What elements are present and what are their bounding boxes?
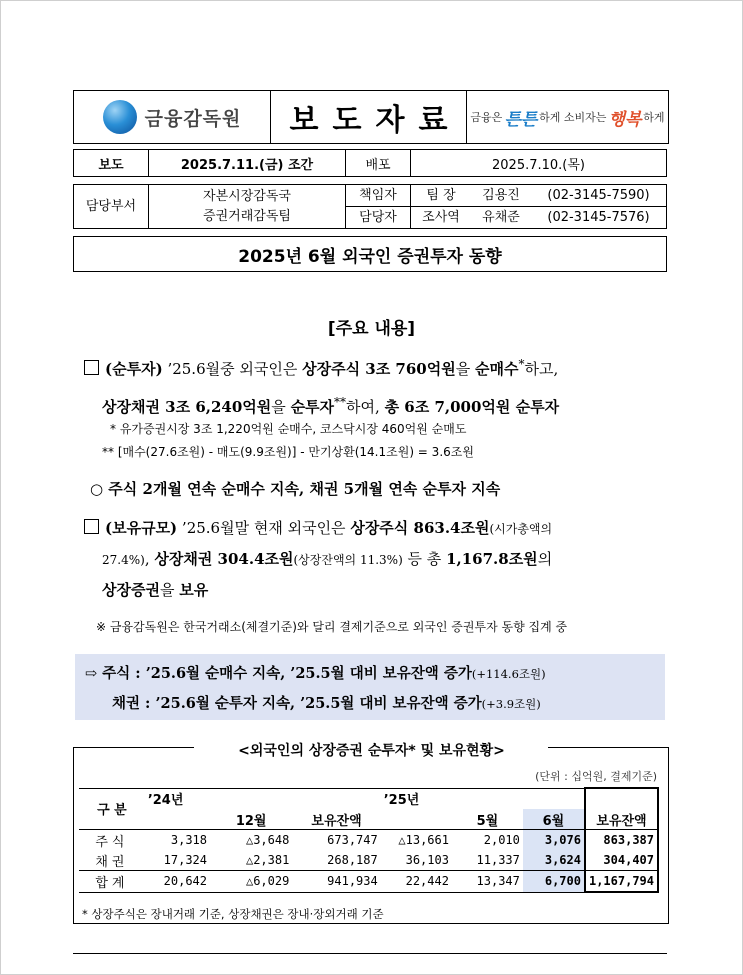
investment-table <box>79 787 659 893</box>
p2-bold: 상장채권 304.4조원 <box>154 550 294 568</box>
cell-dec: △3,648 <box>245 833 290 847</box>
cell-balance-1: 268,187 <box>327 853 378 867</box>
table-title: <외국인의 상장증권 순투자* 및 보유현황> <box>238 743 505 759</box>
cell-balance-1: 673,747 <box>327 833 378 847</box>
p2-text: ’25.6월말 현재 외국인은 <box>177 519 351 537</box>
cell-2025: △13,661 <box>398 833 449 847</box>
slogan-part-1: 금융은 <box>470 111 503 124</box>
staff-phone: (02-3145-7576) <box>531 207 667 229</box>
highlight-small: (+3.9조원) <box>481 697 541 711</box>
col-spacer <box>585 788 658 809</box>
cell-2025: 22,442 <box>405 874 449 889</box>
cell-jun: 3,624 <box>523 850 585 871</box>
cell-jun: 3,076 <box>523 830 585 851</box>
col-header-balance-2: 보유잔액 <box>585 809 658 830</box>
table-row-total <box>79 871 658 893</box>
col-spacer <box>523 788 585 809</box>
summary-line: ○ 주식 2개월 연속 순매수 지속, 채권 5개월 연속 순투자 지속 <box>90 480 501 498</box>
row-label: 주식 <box>95 834 129 850</box>
cell-balance-2: 1,167,794 <box>585 871 658 893</box>
slogan <box>467 91 668 143</box>
col-header-2025: ’25년 <box>383 793 420 809</box>
col-spacer <box>210 788 292 809</box>
distribute-label: 배포 <box>346 150 411 177</box>
p2-small: 27.4%) <box>102 553 145 567</box>
headline: 2025년 6월 외국인 증권투자 동향 <box>73 236 667 272</box>
row-label: 채권 <box>95 854 129 870</box>
resp-phone: (02-3145-7590) <box>531 185 667 207</box>
row-label: 합계 <box>95 875 129 891</box>
cell-dec: △6,029 <box>245 874 290 889</box>
p2-small: (시가총액의 <box>489 522 553 536</box>
col-header-may: 5월 <box>476 813 499 829</box>
contact-table <box>73 184 667 229</box>
dept-label: 담당부서 <box>74 185 149 229</box>
p1-text: 을 <box>455 360 475 378</box>
resp-title: 팀 장 <box>411 185 472 207</box>
table-unit: (단위 : 십억원, 결제기준) <box>535 770 657 783</box>
table-row <box>79 850 658 871</box>
cell-dec: △2,381 <box>245 853 290 867</box>
table-footnote: * 상장주식은 장내거래 기준, 상장채권은 장내·장외거래 기준 <box>82 907 384 921</box>
fss-logo <box>74 91 271 143</box>
p1-text: 하고, <box>524 360 559 378</box>
p2-bold: 보유 <box>179 581 209 599</box>
col-header-2024: ’24년 <box>147 793 184 809</box>
p1-bold: 총 6조 7,000억원 순투자 <box>384 398 560 416</box>
cell-may: 11,337 <box>476 853 520 867</box>
p2-text: 의 <box>537 550 553 568</box>
holdings-paragraph <box>84 513 664 605</box>
cell-may: 13,347 <box>476 874 520 889</box>
dept-line-1: 자본시장감독국 <box>203 188 291 204</box>
cell-balance-2: 304,407 <box>585 850 658 871</box>
col-spacer <box>292 788 380 809</box>
checkbox-bullet-icon <box>84 519 99 534</box>
highlight-text: ’25.6월 순매수 지속, ’25.5월 대비 보유잔액 증가 <box>145 665 472 682</box>
p2-tag: (보유규모) <box>105 519 178 537</box>
slogan-part-2: 하게 소비자는 <box>539 111 607 124</box>
release-value: 2025.7.11.(금) 조간 <box>149 150 346 177</box>
bottom-rule <box>73 953 667 954</box>
col-spacer <box>452 788 523 809</box>
distribute-value: 2025.7.10.(목) <box>411 150 667 177</box>
logo-text: 금융감독원 <box>144 107 242 130</box>
press-header <box>73 90 669 144</box>
table-row <box>79 830 658 851</box>
p1-tag: (순투자) <box>105 360 163 378</box>
highlight-line-bonds <box>112 692 541 713</box>
net-investment-paragraph <box>84 348 664 424</box>
col-header-jun: 6월 <box>523 809 585 830</box>
highlight-line-stocks <box>85 662 546 683</box>
fss-logo-icon <box>103 100 137 134</box>
highlight-label: 채권 : <box>112 695 156 712</box>
p1-bold: 순투자 <box>290 398 335 416</box>
note-2: ** [매수(27.6조원) - 매도(9.9조원)] - 만기상환(14.1조원) = 3.6조원 <box>102 445 474 459</box>
p2-bold: 상장주식 863.4조원 <box>350 519 490 537</box>
p1-text: 하여, <box>346 398 385 416</box>
p2-text: , <box>144 550 155 568</box>
highlight-label: 주식 : <box>102 665 146 682</box>
dept-value <box>149 185 346 229</box>
methodology-remark: ※ 금융감독원은 한국거래소(체결기준)와 달리 결제기준으로 외국인 증권투자 동향 집계 중 <box>96 620 568 634</box>
staff-name: 유채준 <box>471 207 531 229</box>
note-1: * 유가증권시장 3조 1,220억원 순매수, 코스닥시장 460억원 순매도 <box>110 422 467 436</box>
release-info-table <box>73 149 667 177</box>
p1-bold: 순매수 <box>474 360 519 378</box>
cell-may: 2,010 <box>483 833 520 847</box>
dept-line-2: 증권거래감독팀 <box>203 208 291 224</box>
p1-sup: * <box>518 357 525 371</box>
slogan-emphasis-1: 튼튼 <box>504 109 538 130</box>
slogan-emphasis-2: 행복 <box>608 109 642 130</box>
p1-sup: ** <box>334 395 347 409</box>
release-label: 보도 <box>74 150 149 177</box>
staff-title: 조사역 <box>411 207 472 229</box>
cell-2024: 3,318 <box>170 833 207 847</box>
slogan-part-3: 하게 <box>643 111 665 124</box>
p1-bold: 상장주식 3조 760억원 <box>302 360 456 378</box>
highlight-box <box>75 654 665 720</box>
p1-text: ’25.6월중 외국인은 <box>162 360 303 378</box>
resp-name: 김용진 <box>471 185 531 207</box>
staff-label: 담당자 <box>346 207 411 229</box>
highlight-small: (+114.6조원) <box>471 667 546 681</box>
cell-balance-2: 863,387 <box>585 830 658 851</box>
cell-2024: 17,324 <box>163 853 207 867</box>
cell-2025: 36,103 <box>405 853 449 867</box>
resp-label: 책임자 <box>346 185 411 207</box>
col-header-balance-1: 보유잔액 <box>311 813 362 829</box>
cell-jun: 6,700 <box>523 871 585 893</box>
col-spacer <box>381 809 452 830</box>
col-spacer <box>145 809 210 830</box>
cell-balance-1: 941,934 <box>327 874 378 889</box>
p2-bold: 1,167.8조원 <box>446 550 538 568</box>
col-header-category: 구 분 <box>79 788 145 830</box>
col-header-dec: 12월 <box>235 813 267 829</box>
highlight-text: ’25.6월 순투자 지속, ’25.5월 대비 보유잔액 증가 <box>155 695 482 712</box>
press-title: 보도자료 <box>271 91 467 143</box>
section-title: [주요 내용] <box>327 319 416 339</box>
p1-text: 을 <box>271 398 291 416</box>
p2-text: 을 <box>159 581 180 599</box>
cell-2024: 20,642 <box>163 874 207 889</box>
p2-small: (상장잔액의 11.3%) <box>293 553 403 567</box>
checkbox-bullet-icon <box>84 360 99 375</box>
arrow-right-icon: ⇨ <box>85 665 98 682</box>
p2-bold: 상장증권 <box>102 581 160 599</box>
p1-bold: 상장채권 3조 6,240억원 <box>102 398 272 416</box>
p2-text: 등 총 <box>402 550 447 568</box>
